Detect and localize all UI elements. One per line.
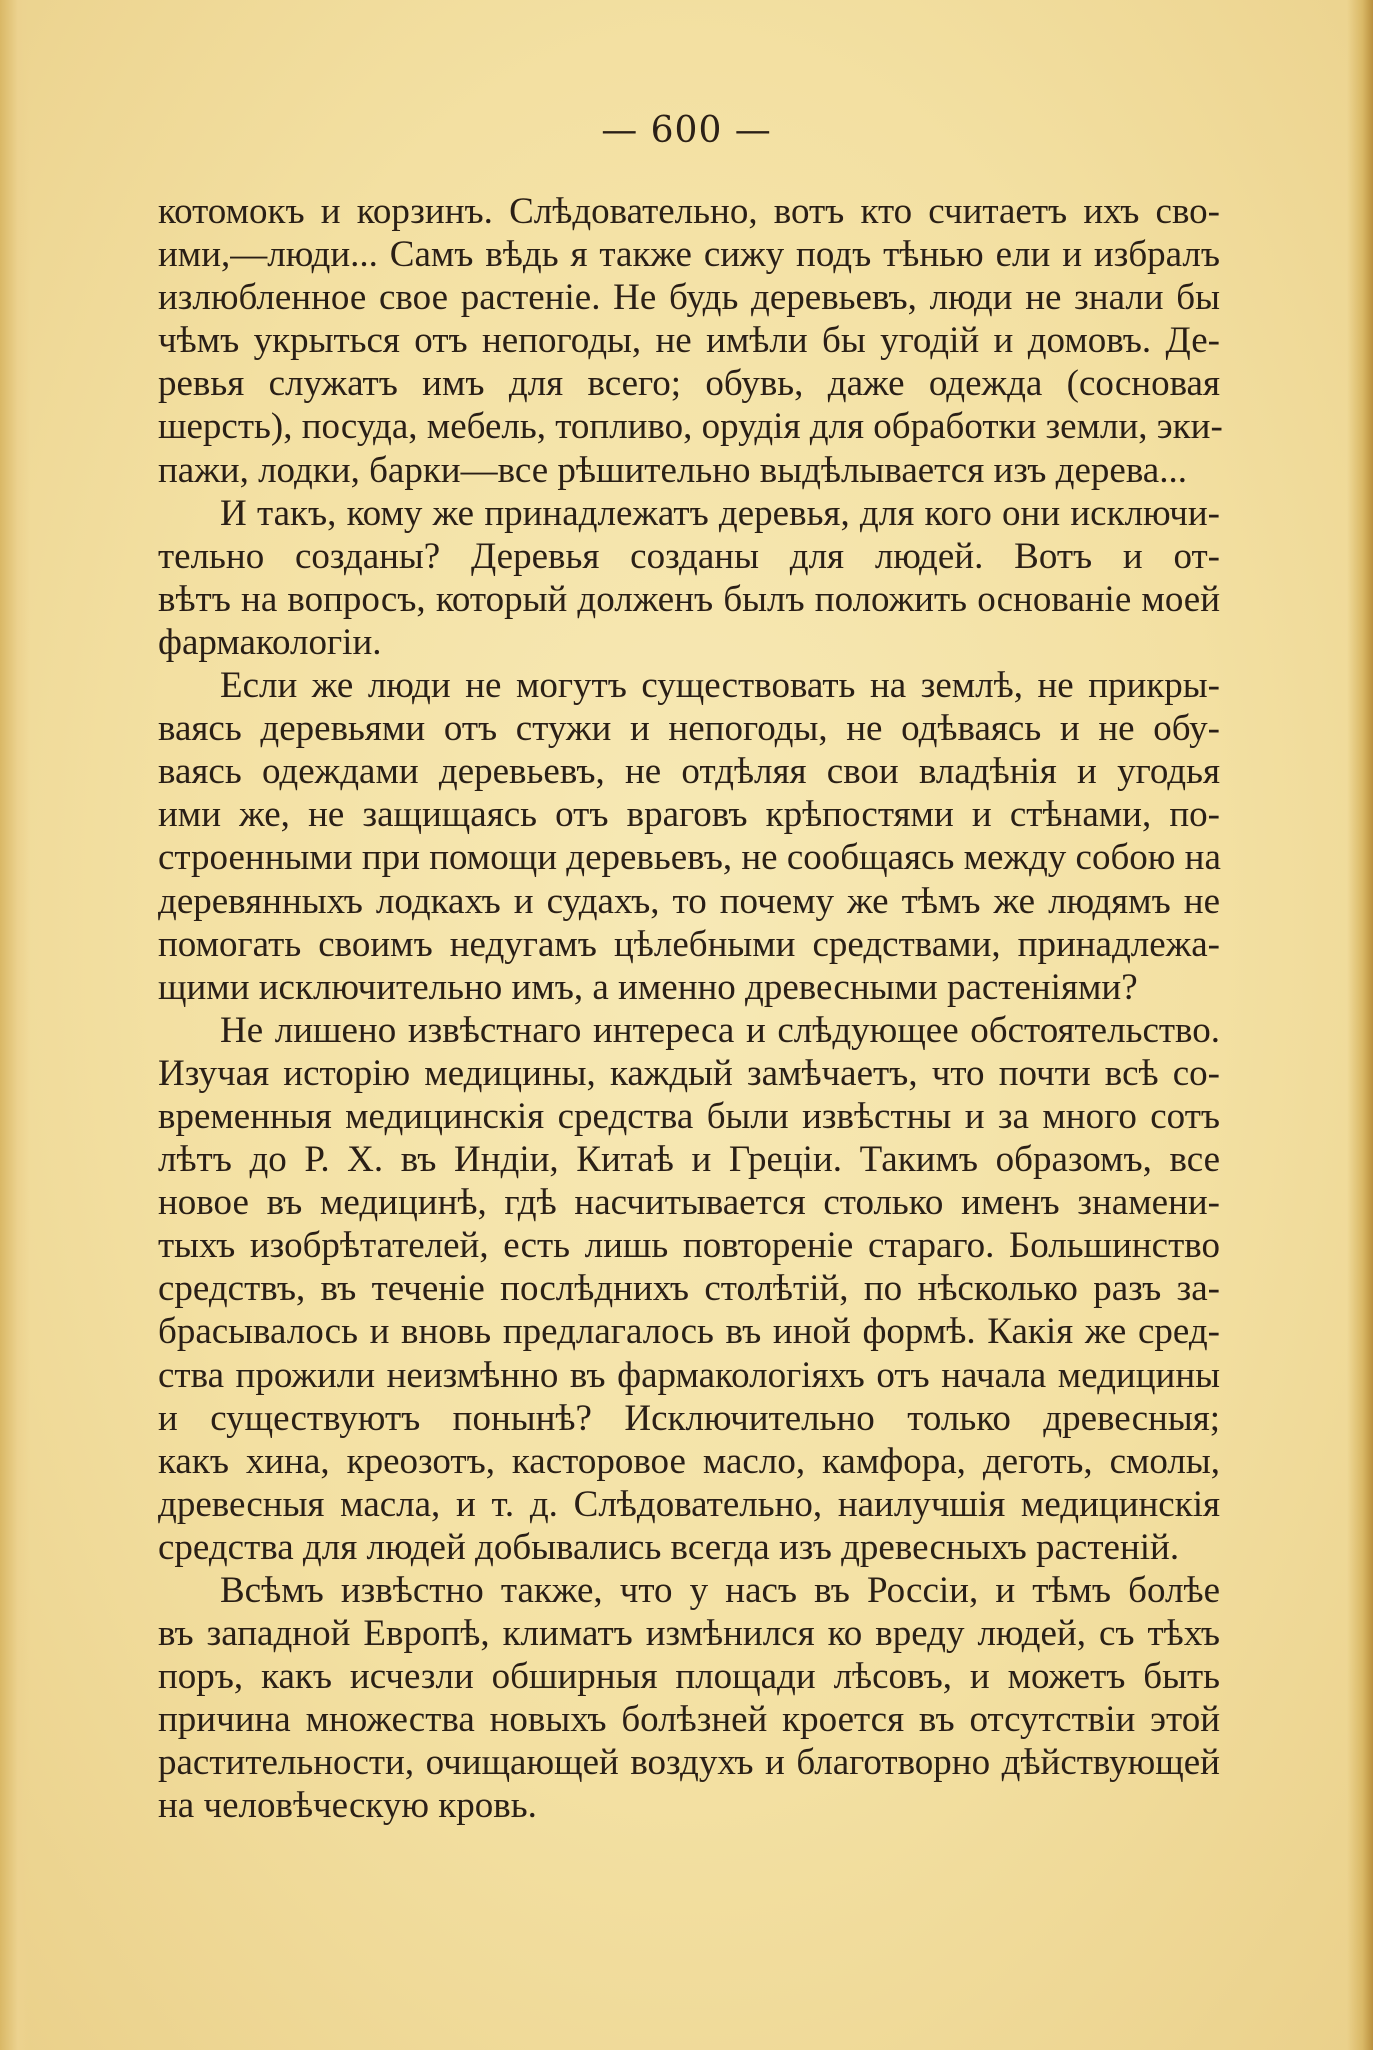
text-line: вѣтъ на вопросъ, который долженъ былъ положить основаніе моей	[158, 578, 1220, 620]
text-line: средствъ, въ теченіе послѣднихъ столѣтій, по нѣсколько разъ за-	[158, 1268, 1220, 1310]
text-line: котомокъ и корзинъ. Слѣдовательно, вотъ кто считаетъ ихъ сво-	[158, 191, 1220, 232]
text-line: чѣмъ укрыться отъ непогоды, не имѣли бы угодій и домовъ. Де-	[158, 320, 1220, 362]
page-left-edge	[0, 0, 30, 2050]
text-line: средства для людей добывались всегда изъ древесныхъ растеній.	[158, 1526, 1180, 1568]
page-right-edge	[1347, 0, 1373, 2050]
text-line: лѣтъ до Р. Х. въ Индіи, Китаѣ и Греціи. Такимъ образомъ, все	[158, 1139, 1220, 1181]
text-line: ваясь деревьями отъ стужи и непогоды, не одѣваясь и не обу-	[158, 708, 1220, 750]
text-line: причина множества новыхъ болѣзней кроется въ отсутствіи этой	[158, 1699, 1220, 1741]
text-line: брасывалось и вновь предлагалось въ иной формѣ. Какія же сред-	[158, 1311, 1220, 1353]
text-line: на человѣческую кровь.	[158, 1785, 537, 1827]
text-line: фармакологіи.	[158, 621, 382, 663]
text-line: пажи, лодки, барки—все рѣшительно выдѣлывается изъ дерева...	[158, 449, 1187, 491]
text-line: какъ хина, креозотъ, касторовое масло, камфора, деготь, смолы,	[158, 1440, 1220, 1482]
text-line: шерсть), посуда, мебель, топливо, орудія для обработки земли, эки-	[158, 406, 1223, 448]
text-line: въ западной Европѣ, климатъ измѣнился ко вреду людей, съ тѣхъ	[158, 1613, 1220, 1655]
text-line: тыхъ изобрѣтателей, есть лишь повтореніе стараго. Большинство	[158, 1225, 1220, 1267]
text-line: излюбленное свое растеніе. Не будь деревьевъ, люди не знали бы	[158, 277, 1220, 319]
text-line: ства прожили неизмѣнно въ фармакологіяхъ отъ начала медицины	[158, 1354, 1220, 1396]
body-text	[158, 190, 1223, 1828]
text-line: строенными при помощи деревьевъ, не сообщаясь между собою на	[158, 837, 1221, 879]
text-line: ими,—люди... Самъ вѣдь я также сижу подъ тѣнью ели и избралъ	[158, 234, 1220, 276]
text-line: новое въ медицинѣ, гдѣ насчитывается столько именъ знамени-	[158, 1182, 1220, 1224]
text-line: Всѣмъ извѣстно также, что у насъ въ Россіи, и тѣмъ болѣе	[220, 1570, 1220, 1611]
text-line: ими же, не защищаясь отъ враговъ крѣпостями и стѣнами, по-	[158, 794, 1220, 836]
text-line: древесныя масла, и т. д. Слѣдовательно, наилучшія медицинскія	[158, 1483, 1220, 1525]
text-line: и существуютъ понынѣ? Исключительно только древесныя;	[158, 1397, 1220, 1439]
text-line: щими исключительно имъ, а именно древесными растеніями?	[158, 966, 1138, 1008]
page-number: — 600 —	[601, 110, 772, 151]
text-line: временныя медицинскія средства были извѣстны и за много сотъ	[158, 1095, 1220, 1137]
text-line: ваясь одеждами деревьевъ, не отдѣляя свои владѣнія и угодья	[158, 751, 1220, 793]
text-line: помогать своимъ недугамъ цѣлебными средствами, принадлежа-	[158, 923, 1220, 965]
text-line: Не лишено извѣстнаго интереса и слѣдующее обстоятельство.	[220, 1009, 1220, 1051]
text-line: тельно созданы? Деревья созданы для людей. Вотъ и от-	[158, 535, 1220, 577]
text-line: Если же люди не могутъ существовать на землѣ, не прикры-	[220, 665, 1220, 707]
text-line: Изучая исторію медицины, каждый замѣчаетъ, что почти всѣ со-	[158, 1052, 1220, 1094]
text-line: деревянныхъ лодкахъ и судахъ, то почему же тѣмъ же людямъ не	[158, 880, 1220, 922]
text-line: поръ, какъ исчезли обширныя площади лѣсовъ, и можетъ быть	[158, 1656, 1220, 1698]
text-line: И такъ, кому же принадлежатъ деревья, для кого они исключи-	[220, 492, 1220, 534]
text-line: растительности, очищающей воздухъ и благотворно дѣйствующей	[158, 1742, 1220, 1784]
text-line: ревья служатъ имъ для всего; обувь, даже одежда (сосновая	[158, 363, 1220, 405]
